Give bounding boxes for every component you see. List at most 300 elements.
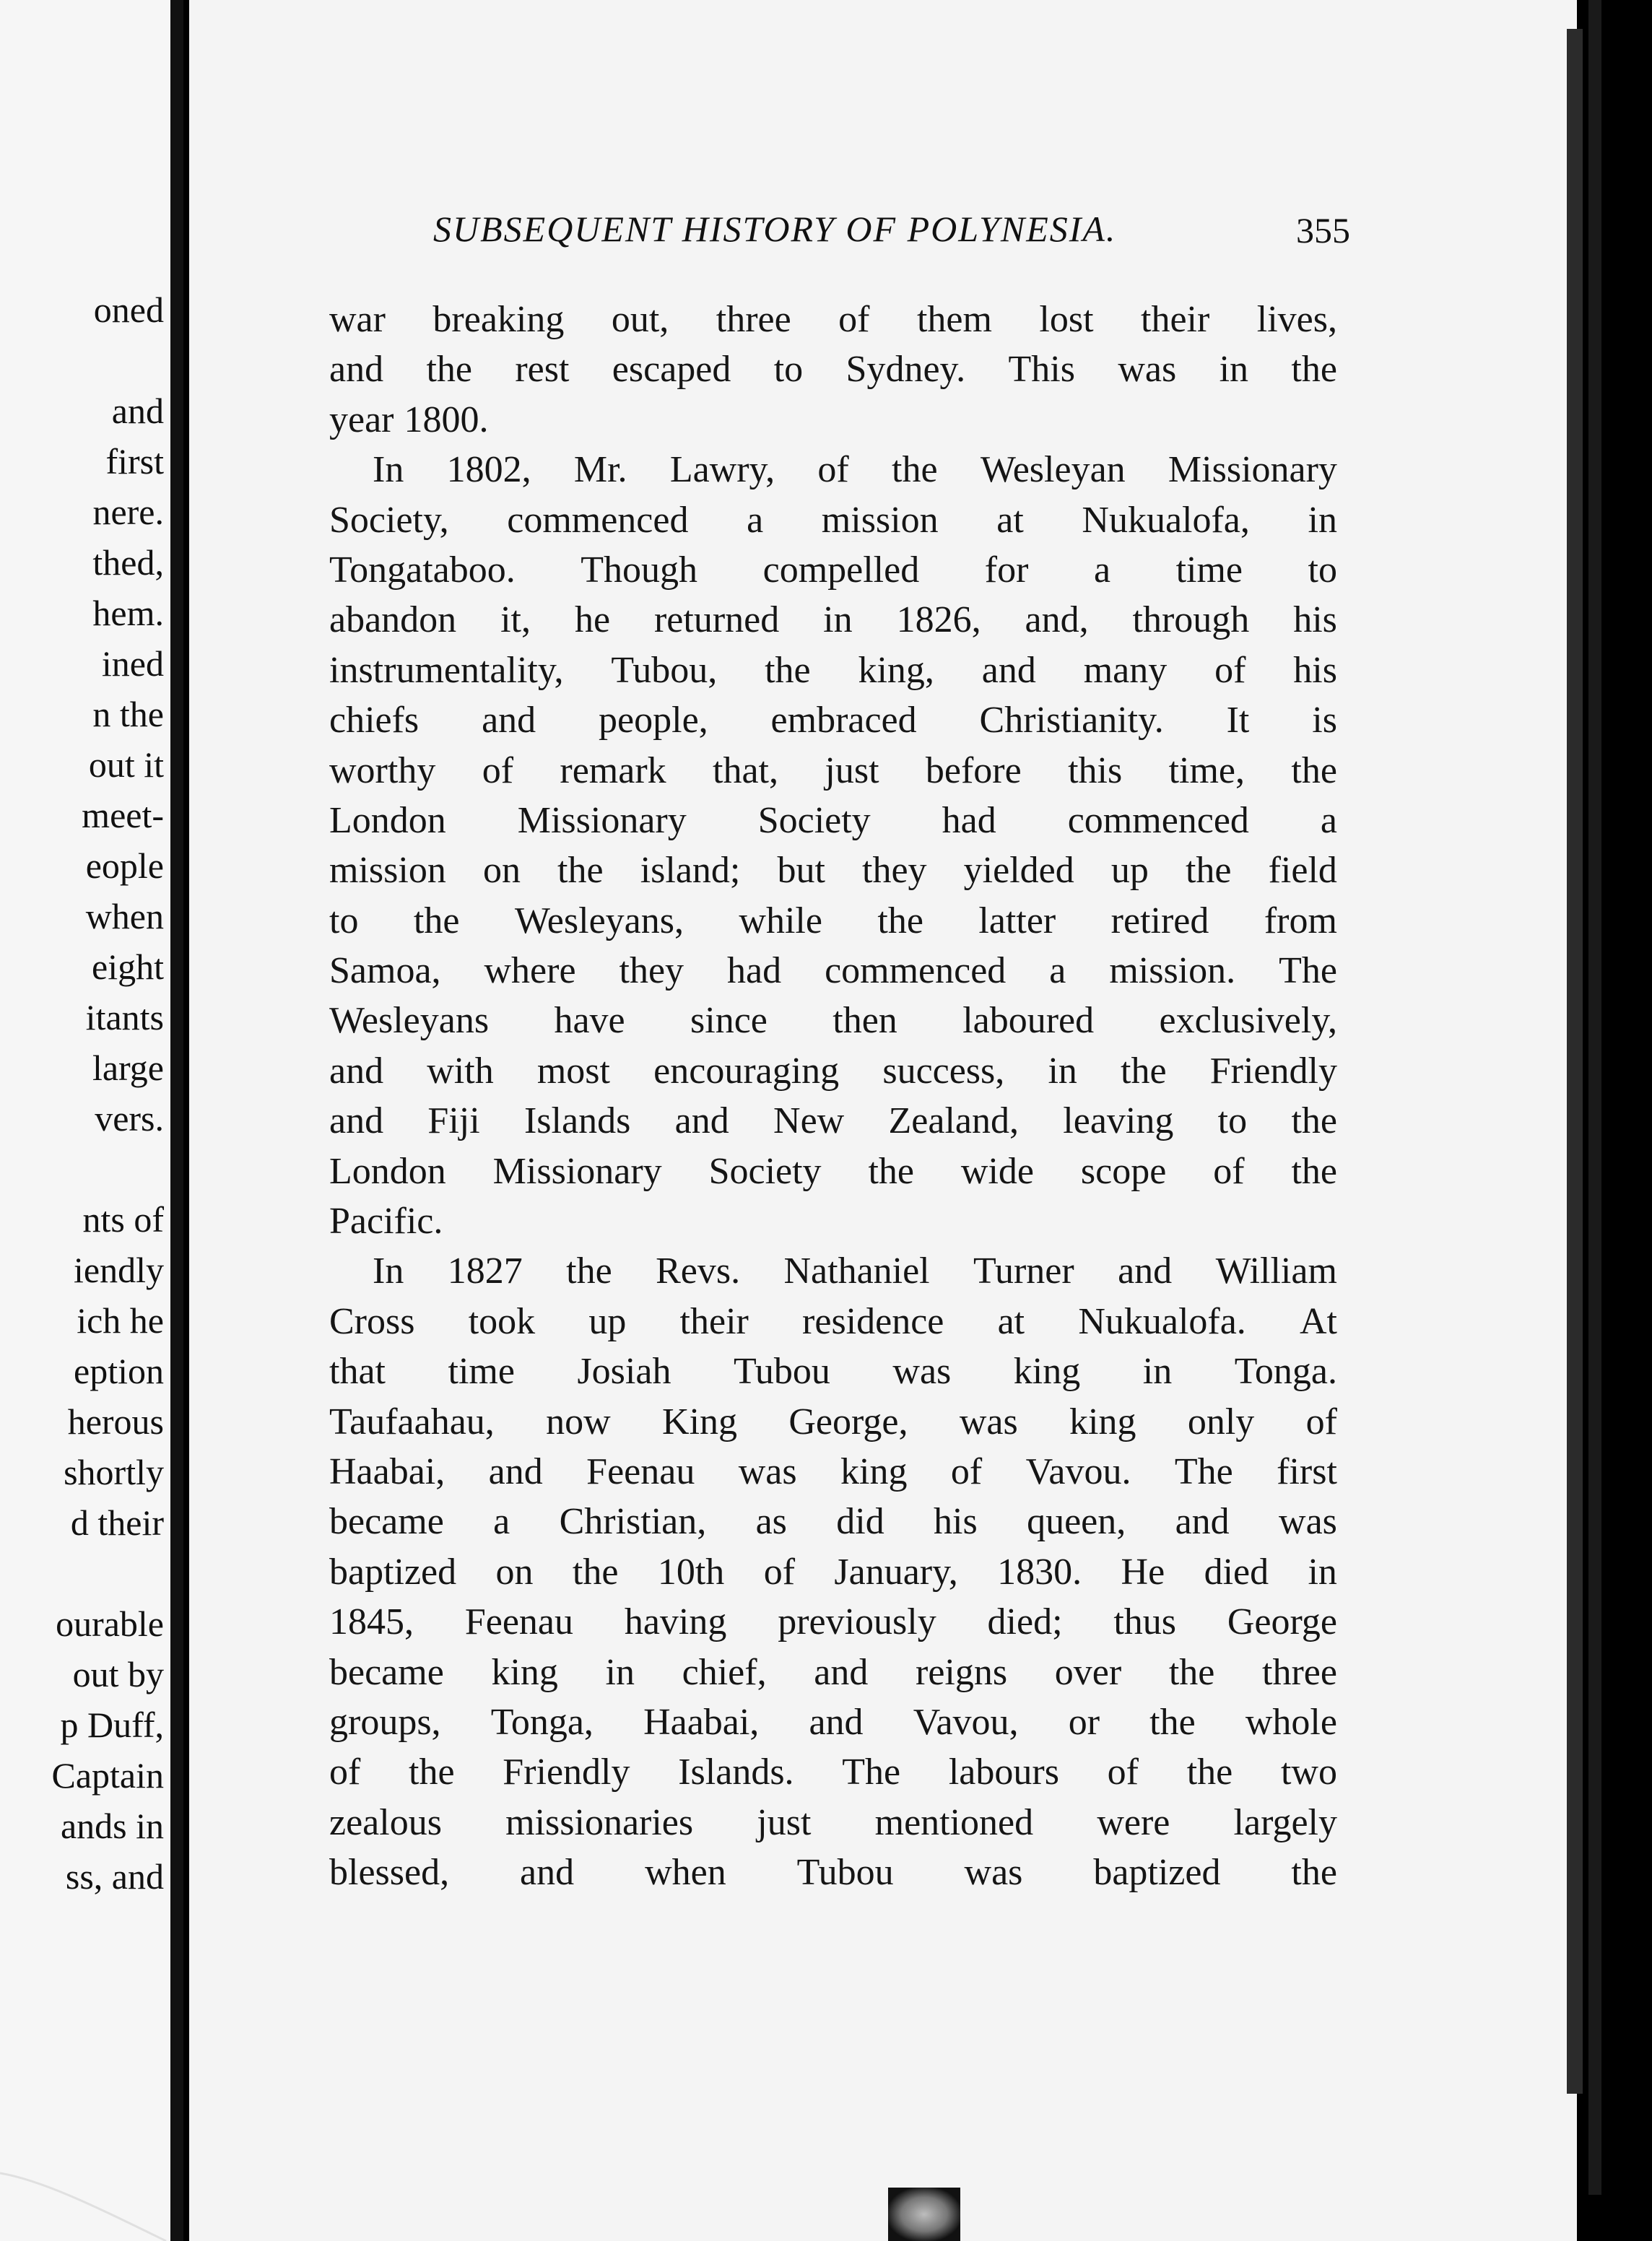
word: to	[329, 900, 359, 941]
word: Samoa,	[329, 950, 441, 992]
word: before	[925, 749, 1022, 791]
word: died	[1204, 1551, 1269, 1593]
word: a	[493, 1501, 510, 1543]
word: is	[1312, 700, 1337, 741]
word: but	[777, 850, 825, 892]
word: success,	[882, 1050, 1005, 1092]
facing-page-line: ined	[101, 643, 164, 684]
facing-page-line: Captain	[51, 1755, 164, 1796]
facing-page-line: itants	[85, 997, 164, 1037]
word: Christianity.	[979, 700, 1164, 741]
word: it,	[500, 599, 531, 641]
word: queen,	[1027, 1501, 1126, 1543]
word: of	[838, 299, 870, 340]
word: Tonga,	[490, 1701, 594, 1743]
facing-page-line: meet-	[82, 795, 164, 835]
word: in	[1308, 499, 1337, 541]
word: the	[1186, 1752, 1233, 1793]
facing-page-line: nere.	[92, 492, 164, 532]
text-line	[329, 1497, 1337, 1546]
word: and	[1118, 1250, 1173, 1292]
word: the	[1291, 349, 1337, 391]
word: retired	[1110, 900, 1209, 941]
word: lives,	[1256, 299, 1337, 340]
word: thus	[1113, 1601, 1177, 1643]
word: yielded	[963, 850, 1074, 892]
word: time,	[1168, 749, 1245, 791]
word: and	[482, 700, 536, 741]
word: the	[572, 1551, 619, 1593]
facing-page-line: ourable	[56, 1603, 164, 1644]
word: had	[727, 950, 782, 992]
text-line	[329, 1196, 1337, 1246]
word: this	[1068, 749, 1123, 791]
word: Missionary	[492, 1150, 662, 1192]
word: his	[934, 1501, 978, 1543]
word: In	[373, 1250, 404, 1292]
word: the	[765, 649, 811, 691]
word: returned	[653, 599, 780, 641]
word: 1802,	[446, 449, 531, 491]
word: where	[484, 950, 576, 992]
word: the	[1291, 1852, 1337, 1894]
word: had	[942, 799, 996, 841]
word: It	[1226, 700, 1250, 741]
word: to	[1308, 549, 1337, 591]
word: the	[557, 850, 604, 892]
word: Mr.	[573, 449, 627, 491]
word: commenced	[1067, 799, 1249, 841]
word: while	[739, 900, 822, 941]
word: king,	[858, 649, 934, 691]
word: did	[836, 1501, 884, 1543]
word: 1827	[447, 1250, 523, 1292]
word: George	[1227, 1601, 1337, 1643]
word: leaving	[1063, 1100, 1174, 1142]
word: in	[605, 1651, 635, 1693]
facing-page-line: n the	[92, 694, 164, 734]
word: latter	[978, 900, 1056, 941]
word: Vavou,	[913, 1701, 1019, 1743]
word: the	[409, 1752, 455, 1793]
word: 10th	[657, 1551, 725, 1593]
facing-page-line: eople	[85, 845, 164, 886]
word: that,	[713, 749, 779, 791]
word: Nukualofa.	[1078, 1300, 1246, 1342]
word: only	[1187, 1401, 1255, 1442]
book-edge	[1588, 0, 1601, 2195]
word: Friendly	[1209, 1050, 1337, 1092]
word: mission	[329, 850, 446, 892]
word: of	[1107, 1752, 1139, 1793]
word: London	[329, 799, 446, 841]
word: in	[1142, 1351, 1173, 1393]
word: January,	[834, 1551, 958, 1593]
word: died;	[987, 1601, 1063, 1643]
word: Tongataboo.	[329, 549, 516, 591]
facing-page-line: oned	[93, 290, 164, 330]
word: became	[329, 1501, 444, 1543]
word: on	[482, 850, 521, 892]
word: William	[1215, 1250, 1337, 1292]
word: in	[1048, 1050, 1077, 1092]
word: was	[1279, 1501, 1337, 1543]
word: Missionary	[1168, 449, 1337, 491]
word: 1800.	[404, 399, 489, 440]
facing-page-line: thed,	[92, 542, 164, 583]
word: George,	[788, 1401, 908, 1442]
word: up	[1110, 850, 1149, 892]
word: The	[842, 1752, 901, 1793]
word: the	[1291, 749, 1337, 791]
text-line	[329, 1547, 1337, 1597]
word: Islands.	[678, 1752, 794, 1793]
word: commenced	[825, 950, 1007, 992]
word: 1845,	[329, 1601, 414, 1643]
word: Wesleyans,	[514, 900, 684, 941]
word: up	[588, 1300, 627, 1342]
text-line	[329, 295, 1337, 344]
word: exclusively,	[1159, 1000, 1337, 1042]
word: New	[773, 1100, 845, 1142]
word: and,	[1025, 599, 1089, 641]
page-edge-shadow	[1567, 29, 1583, 2094]
facing-page-line: herous	[67, 1401, 164, 1442]
word: of	[763, 1551, 796, 1593]
text-line	[329, 595, 1337, 645]
word: scope	[1080, 1150, 1167, 1192]
word: them	[916, 299, 992, 340]
word: the	[1168, 1651, 1215, 1693]
word: 1830.	[997, 1551, 1082, 1593]
word: the	[1291, 1150, 1337, 1192]
word: and	[809, 1701, 864, 1743]
facing-page-line: ands in	[60, 1806, 164, 1846]
word: time	[1175, 549, 1243, 591]
word: and	[981, 649, 1036, 691]
word: groups,	[329, 1701, 441, 1743]
word: Vavou.	[1025, 1450, 1131, 1492]
word: his	[1293, 649, 1337, 691]
word: with	[427, 1050, 494, 1092]
word: in	[1219, 349, 1249, 391]
word: was	[892, 1351, 952, 1393]
facing-page-line: hem.	[92, 593, 164, 633]
word: Tubou	[796, 1852, 894, 1894]
word: of	[482, 749, 514, 791]
word: and	[814, 1651, 869, 1693]
word: escaped	[612, 349, 731, 391]
word: of	[1214, 649, 1246, 691]
word: Wesleyan	[980, 449, 1126, 491]
word: for	[984, 549, 1029, 591]
word: at	[997, 1300, 1025, 1342]
text-line	[329, 1246, 1337, 1296]
word: a	[1049, 950, 1066, 992]
word: of	[950, 1450, 983, 1492]
text-line	[329, 1046, 1337, 1096]
word: on	[495, 1551, 534, 1593]
word: chief,	[682, 1651, 767, 1693]
binding-ornament	[888, 2188, 960, 2241]
word: the	[413, 900, 460, 941]
text-line	[329, 1346, 1337, 1396]
word: Society,	[329, 499, 449, 541]
text-line	[329, 695, 1337, 745]
text-line	[329, 1297, 1337, 1346]
word: Cross	[329, 1300, 415, 1342]
word: king	[840, 1450, 908, 1492]
text-line	[329, 1848, 1337, 1897]
text-line	[329, 845, 1337, 895]
word: out,	[611, 299, 669, 340]
word: Feenau	[586, 1450, 695, 1492]
facing-page-line: shortly	[64, 1452, 164, 1492]
word: Tubou,	[611, 649, 718, 691]
word: and	[1175, 1501, 1230, 1543]
binding-thread	[0, 2166, 173, 2241]
page-number: 355	[1296, 210, 1350, 251]
word: they	[619, 950, 684, 992]
word: the	[1185, 850, 1232, 892]
word: in	[823, 599, 853, 641]
word: Turner	[973, 1250, 1074, 1292]
word: three	[1262, 1651, 1337, 1693]
word: Taufaahau,	[329, 1401, 495, 1442]
word: chiefs	[329, 700, 419, 741]
word: breaking	[432, 299, 565, 340]
word: time	[448, 1351, 515, 1393]
text-line	[329, 1648, 1337, 1697]
text-line	[329, 1397, 1337, 1447]
word: to	[773, 349, 804, 391]
word: most	[536, 1050, 610, 1092]
word: when	[645, 1852, 726, 1894]
word: baptized	[329, 1551, 457, 1593]
word: and	[488, 1450, 543, 1492]
word: just	[757, 1801, 812, 1843]
word: blessed,	[329, 1852, 450, 1894]
word: and	[674, 1100, 729, 1142]
word: At	[1300, 1300, 1337, 1342]
facing-page-line: ich he	[77, 1300, 164, 1341]
running-head	[433, 208, 1350, 258]
word: reigns	[916, 1651, 1008, 1693]
facing-page-line: eight	[92, 947, 164, 987]
word: and	[329, 1050, 384, 1092]
word: was	[964, 1852, 1023, 1894]
word: In	[373, 449, 404, 491]
word: or	[1068, 1701, 1100, 1743]
text-line	[329, 645, 1337, 695]
word: now	[546, 1401, 611, 1442]
word: Wesleyans	[329, 1000, 490, 1042]
word: year	[329, 399, 394, 440]
word: rest	[515, 349, 570, 391]
word: Josiah	[577, 1351, 671, 1393]
word: Nukualofa,	[1082, 499, 1250, 541]
word: Islands	[523, 1100, 631, 1142]
word: king	[1013, 1351, 1081, 1393]
text-line	[329, 1597, 1337, 1647]
word: of	[1213, 1150, 1245, 1192]
word: Friendly	[503, 1752, 630, 1793]
word: of	[329, 1752, 361, 1793]
word: Missionary	[517, 799, 687, 841]
word: a	[1320, 799, 1337, 841]
word: Society	[757, 799, 871, 841]
facing-page-line: eption	[74, 1351, 164, 1391]
word: as	[755, 1501, 787, 1543]
text-line	[329, 344, 1337, 394]
text-line	[329, 1798, 1337, 1848]
facing-page-line: large	[92, 1048, 164, 1088]
word: war	[329, 299, 386, 340]
word: This	[1008, 349, 1075, 391]
word: London	[329, 1150, 446, 1192]
word: since	[690, 1000, 768, 1042]
word: Though	[581, 549, 698, 591]
word: compelled	[762, 549, 920, 591]
word: in	[1308, 1551, 1337, 1593]
word: Lawry,	[669, 449, 775, 491]
facing-page-line: vers.	[95, 1098, 164, 1139]
facing-page-line: iendly	[74, 1250, 164, 1290]
word: the	[1121, 1050, 1167, 1092]
word: and	[329, 1100, 384, 1142]
word: and	[329, 349, 384, 391]
text-line	[329, 1447, 1337, 1497]
word: he	[574, 599, 611, 641]
word: Fiji	[427, 1100, 480, 1142]
word: a	[747, 499, 764, 541]
word: from	[1264, 900, 1337, 941]
word: Feenau	[464, 1601, 573, 1643]
word: and	[520, 1852, 575, 1894]
text-line	[329, 746, 1337, 796]
text-line	[329, 946, 1337, 996]
facing-page-line: nts of	[82, 1199, 164, 1240]
word: missionaries	[505, 1801, 694, 1843]
facing-page-line: and	[111, 391, 164, 431]
word: then	[832, 1000, 897, 1042]
word: laboured	[962, 1000, 1095, 1042]
word: Haabai,	[643, 1701, 760, 1743]
facing-page-fragment	[0, 0, 177, 2241]
word: was	[1118, 349, 1177, 391]
text-line	[329, 1146, 1337, 1196]
word: mission.	[1109, 950, 1236, 992]
word: previously	[778, 1601, 936, 1643]
facing-page-line: p Duff,	[60, 1705, 164, 1745]
facing-page-line: when	[85, 896, 164, 936]
word: zealous	[329, 1801, 442, 1843]
word: instrumentality,	[329, 649, 564, 691]
word: The	[1174, 1450, 1233, 1492]
word: The	[1279, 950, 1337, 992]
word: largely	[1233, 1801, 1337, 1843]
text-line	[329, 395, 1337, 445]
word: Nathaniel	[783, 1250, 930, 1292]
word: embraced	[770, 700, 917, 741]
word: remark	[560, 749, 666, 791]
word: his	[1293, 599, 1337, 641]
word: many	[1083, 649, 1168, 691]
facing-page-line: out it	[88, 744, 164, 785]
word: two	[1280, 1752, 1337, 1793]
word: field	[1268, 850, 1337, 892]
word: residence	[802, 1300, 944, 1342]
word: was	[959, 1401, 1018, 1442]
running-head-title: SUBSEQUENT HISTORY OF POLYNESIA.	[433, 209, 1117, 249]
word: mentioned	[874, 1801, 1034, 1843]
word: have	[554, 1000, 625, 1042]
word: through	[1132, 599, 1250, 641]
word: mission	[821, 499, 939, 541]
body-text	[329, 295, 1337, 1898]
word: the	[566, 1250, 612, 1292]
word: Tubou	[733, 1351, 830, 1393]
word: was	[738, 1450, 797, 1492]
word: that	[329, 1351, 386, 1393]
word: to	[1217, 1100, 1248, 1142]
text-line	[329, 796, 1337, 845]
word: first	[1277, 1450, 1337, 1492]
word: Revs.	[656, 1250, 741, 1292]
text-line	[329, 1747, 1337, 1797]
word: king	[1069, 1401, 1136, 1442]
word: baptized	[1093, 1852, 1221, 1894]
word: King	[662, 1401, 738, 1442]
text-line	[329, 1096, 1337, 1146]
facing-page-line: d their	[70, 1502, 164, 1543]
word: labours	[948, 1752, 1059, 1793]
text-line	[329, 445, 1337, 495]
word: over	[1054, 1651, 1122, 1693]
word: Christian,	[559, 1501, 707, 1543]
word: a	[1093, 549, 1111, 591]
word: were	[1097, 1801, 1170, 1843]
word: abandon	[329, 599, 457, 641]
word: Tonga.	[1234, 1351, 1337, 1393]
facing-page-line: first	[105, 441, 164, 482]
text-line	[329, 495, 1337, 545]
word: Sydney.	[845, 349, 966, 391]
word: they	[862, 850, 927, 892]
text-line	[329, 545, 1337, 595]
word: their	[679, 1300, 749, 1342]
word: Zealand,	[888, 1100, 1019, 1142]
word: their	[1141, 299, 1210, 340]
word: the	[1149, 1701, 1196, 1743]
word: lost	[1039, 299, 1094, 340]
word: island;	[640, 850, 741, 892]
word: Society	[708, 1150, 822, 1192]
word: at	[996, 499, 1024, 541]
word: encouraging	[653, 1050, 840, 1092]
word: the	[426, 349, 472, 391]
word: Pacific.	[329, 1201, 443, 1243]
facing-page-line: out by	[72, 1654, 164, 1694]
word: wide	[960, 1150, 1034, 1192]
word: people,	[599, 700, 708, 741]
book-gutter	[170, 0, 183, 2241]
word: just	[825, 749, 879, 791]
word: three	[716, 299, 791, 340]
word: 1826,	[896, 599, 981, 641]
word: the	[892, 449, 938, 491]
text-line	[329, 896, 1337, 946]
